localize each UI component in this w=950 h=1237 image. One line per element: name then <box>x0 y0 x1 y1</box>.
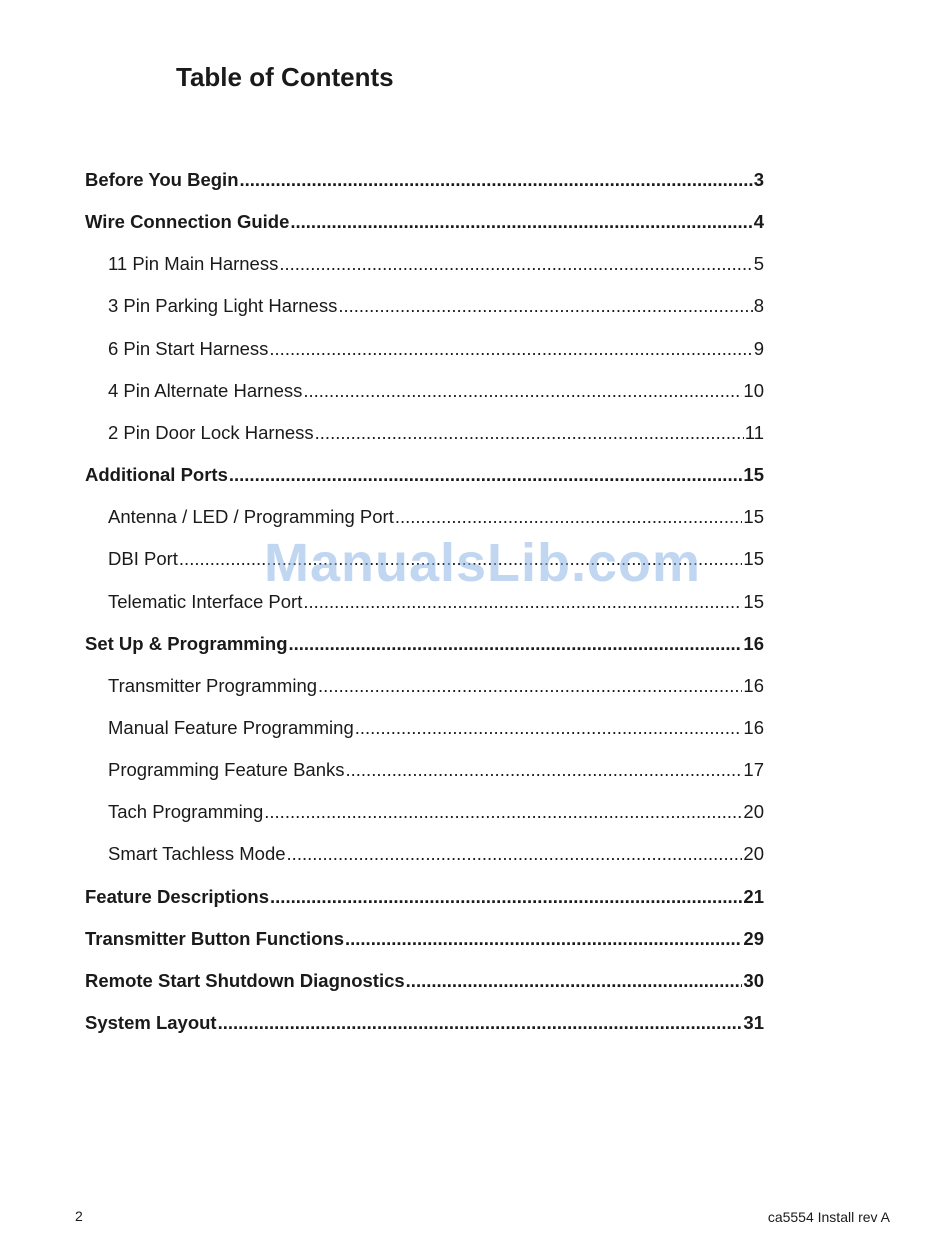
toc-entry-page: 21 <box>743 885 764 907</box>
toc-entry-label: Smart Tachless Mode <box>108 843 286 865</box>
toc-leader-dots <box>240 169 753 191</box>
toc-entry[interactable] <box>108 506 764 528</box>
toc-leader-dots <box>229 464 743 486</box>
toc-entry[interactable] <box>108 591 764 613</box>
toc-entry[interactable] <box>108 843 764 865</box>
toc-leader-dots <box>264 801 742 823</box>
toc-entry-page: 17 <box>743 759 764 781</box>
toc-leader-dots <box>345 928 742 950</box>
toc-entry[interactable] <box>108 801 764 823</box>
page-number: 2 <box>75 1208 83 1224</box>
document-reference: ca5554 Install rev A <box>767 1209 890 1225</box>
toc-entry-label: Additional Ports <box>85 464 228 486</box>
toc-leader-dots <box>338 295 752 317</box>
toc-leader-dots <box>290 211 752 233</box>
toc-entry-label: System Layout <box>85 1012 217 1033</box>
page-title: Table of Contents <box>176 62 394 92</box>
toc-leader-dots <box>179 548 743 570</box>
toc-entry-label: Remote Start Shutdown Diagnostics <box>85 969 405 991</box>
toc-entry-page: 30 <box>743 969 764 991</box>
toc-entry[interactable] <box>85 1012 764 1034</box>
toc-leader-dots <box>346 759 743 781</box>
toc-leader-dots <box>270 886 742 908</box>
toc-leader-dots <box>318 675 742 697</box>
toc-entry-page: 20 <box>743 843 764 865</box>
toc-entry[interactable] <box>108 548 764 570</box>
toc-entry-label: Transmitter Button Functions <box>85 927 344 949</box>
toc-entry-page: 4 <box>753 211 764 233</box>
toc-entry-label: 3 Pin Parking Light Harness <box>108 295 338 317</box>
toc-leader-dots <box>355 717 743 739</box>
toc-leader-dots <box>395 506 743 528</box>
toc-entry-page: 15 <box>743 590 764 612</box>
toc-entry-label: Before You Begin <box>85 169 239 190</box>
toc-entry-page: 15 <box>743 464 764 486</box>
toc-entry[interactable] <box>108 295 764 317</box>
toc-entry-label: DBI Port <box>108 548 178 570</box>
toc-entry-label: 4 Pin Alternate Harness <box>108 379 303 401</box>
toc-entry[interactable] <box>108 380 764 402</box>
toc-leader-dots <box>269 338 752 360</box>
toc-entry[interactable] <box>108 717 764 739</box>
toc-entry-page: 20 <box>743 801 764 823</box>
toc-entry-label: 11 Pin Main Harness <box>108 253 279 275</box>
toc-entry-page: 10 <box>743 379 764 401</box>
toc-entry[interactable] <box>108 338 764 360</box>
toc-entry[interactable] <box>108 422 764 444</box>
toc-entry[interactable] <box>85 970 764 992</box>
toc-entry-page: 31 <box>743 1012 764 1033</box>
toc-entry-page: 16 <box>743 674 764 696</box>
toc-leader-dots <box>287 843 743 865</box>
toc-entry-page: 3 <box>753 169 764 190</box>
toc-entry[interactable] <box>85 633 764 655</box>
toc-entry-page: 8 <box>753 295 764 317</box>
toc-leader-dots <box>406 970 743 992</box>
toc-entry-label: Transmitter Programming <box>108 674 318 696</box>
toc-entry-label: Telematic Interface Port <box>108 590 303 612</box>
toc-entry-label: Manual Feature Programming <box>108 716 354 738</box>
toc-entry[interactable] <box>85 928 764 950</box>
toc-entry-label: Tach Programming <box>108 801 264 823</box>
toc-leader-dots <box>303 591 742 613</box>
toc-entry[interactable] <box>108 253 764 275</box>
toc-entry-page: 15 <box>743 548 764 570</box>
toc-entry-page: 11 <box>744 421 764 443</box>
toc-entry-label: Set Up & Programming <box>85 632 288 654</box>
toc-leader-dots <box>315 422 744 444</box>
toc-entry-label: Antenna / LED / Programming Port <box>108 506 394 528</box>
toc-entry[interactable] <box>85 464 764 486</box>
watermark: ManualsLib.com <box>264 533 702 593</box>
toc-entry-label: Wire Connection Guide <box>85 211 290 233</box>
toc-entry-page: 9 <box>753 337 764 359</box>
toc-entry-label: Feature Descriptions <box>85 885 270 907</box>
toc-leader-dots <box>218 1012 743 1034</box>
toc-entry-label: 2 Pin Door Lock Harness <box>108 421 314 443</box>
toc-entry[interactable] <box>108 759 764 781</box>
toc-leader-dots <box>303 380 742 402</box>
toc-entry-page: 29 <box>743 927 764 949</box>
toc-leader-dots <box>289 633 743 655</box>
toc-entry[interactable] <box>108 675 764 697</box>
toc-entry[interactable] <box>85 886 764 908</box>
toc-entry-page: 16 <box>743 632 764 654</box>
toc-entry-label: Programming Feature Banks <box>108 759 345 781</box>
toc-leader-dots <box>279 253 752 275</box>
toc-entry-label: 6 Pin Start Harness <box>108 337 269 359</box>
toc-entry-page: 5 <box>753 253 764 275</box>
toc-entry-page: 16 <box>743 716 764 738</box>
toc-entry-page: 15 <box>743 506 764 528</box>
toc-entry[interactable] <box>85 211 764 233</box>
toc-entry[interactable] <box>85 169 764 191</box>
